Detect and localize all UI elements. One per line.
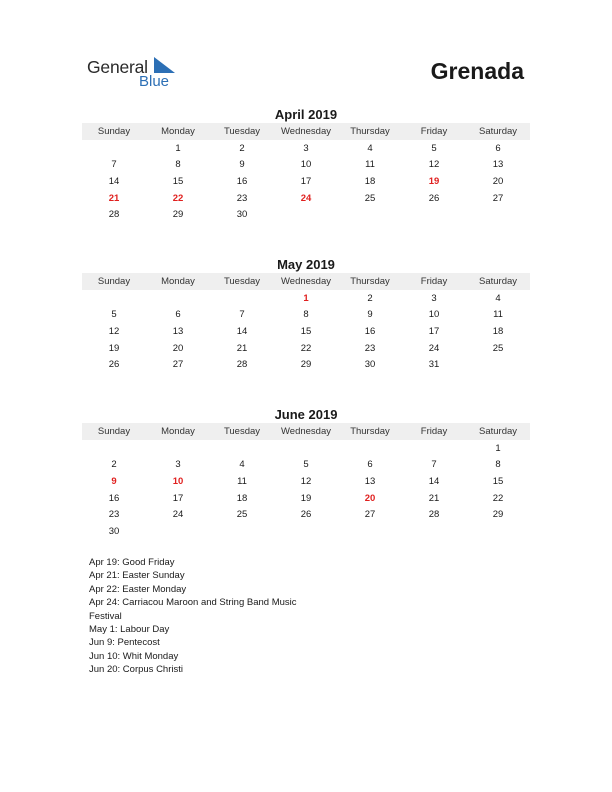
day-cell: 24: [300, 192, 312, 204]
day-cell: 8: [303, 309, 309, 321]
day-cell: 17: [172, 492, 184, 504]
day-cell: 13: [172, 325, 184, 337]
weekday-header: Wednesday: [274, 423, 338, 440]
weekday-header: Saturday: [466, 423, 530, 440]
day-cell: 8: [175, 159, 181, 171]
empty-day-cell: [338, 206, 402, 223]
day-cell: 10: [300, 159, 312, 171]
day-cell: 21: [236, 342, 248, 354]
empty-day-cell: [402, 523, 466, 540]
empty-day-cell: [210, 440, 274, 457]
holiday-note: Jun 9: Pentecost: [89, 637, 160, 649]
empty-day-cell: [274, 206, 338, 223]
weekday-header: Friday: [402, 273, 466, 290]
weekday-header: Thursday: [338, 273, 402, 290]
month-grid: [82, 423, 530, 540]
day-cell: 30: [236, 209, 248, 221]
empty-day-cell: [466, 523, 530, 540]
empty-day-cell: [338, 523, 402, 540]
day-cell: 28: [108, 209, 120, 221]
day-cell: 3: [303, 142, 309, 154]
day-cell: 3: [175, 459, 181, 471]
day-cell: 9: [367, 309, 373, 321]
holiday-note: Jun 20: Corpus Christi: [89, 664, 183, 676]
holiday-note: May 1: Labour Day: [89, 624, 170, 636]
holiday-note: Festival: [89, 610, 122, 622]
week-row: [82, 490, 530, 507]
country-title: Grenada: [430, 58, 524, 84]
day-cell: 10: [172, 475, 184, 487]
generalblue-logo: [87, 57, 187, 93]
day-cell: 9: [111, 475, 117, 487]
day-cell: 7: [431, 459, 437, 471]
day-cell: 2: [239, 142, 245, 154]
empty-day-cell: [82, 440, 146, 457]
day-cell: 23: [236, 192, 248, 204]
day-cell: 6: [175, 309, 181, 321]
day-cell: 27: [492, 192, 504, 204]
month-grid: [82, 123, 530, 223]
day-cell: 29: [300, 359, 312, 371]
holiday-note: Jun 10: Whit Monday: [89, 650, 179, 662]
day-cell: 19: [300, 492, 312, 504]
month-june: [82, 406, 530, 540]
logo-word-general: General: [87, 57, 148, 77]
day-cell: 25: [236, 509, 248, 521]
day-cell: 2: [111, 459, 117, 471]
day-cell: 20: [492, 175, 504, 187]
month-april: [82, 106, 530, 223]
day-cell: 16: [236, 175, 248, 187]
day-cell: 14: [236, 325, 248, 337]
empty-day-cell: [466, 356, 530, 373]
empty-day-cell: [274, 440, 338, 457]
day-cell: 16: [364, 325, 376, 337]
weekday-header: Saturday: [466, 273, 530, 290]
weekday-header: Monday: [146, 123, 210, 140]
month-grid: [82, 273, 530, 373]
day-cell: 26: [428, 192, 440, 204]
day-cell: 1: [495, 442, 501, 454]
weekday-header-row: [82, 273, 530, 290]
month-may: [82, 256, 530, 373]
day-cell: 12: [108, 325, 120, 337]
day-cell: 31: [428, 359, 440, 371]
week-row: [82, 473, 530, 490]
holiday-note: Apr 24: Carriacou Maroon and String Band Music: [89, 597, 297, 609]
week-row: [82, 506, 530, 523]
empty-day-cell: [146, 440, 210, 457]
empty-day-cell: [82, 140, 146, 157]
day-cell: 22: [492, 492, 504, 504]
empty-day-cell: [402, 206, 466, 223]
month-title: June 2019: [274, 407, 338, 422]
day-cell: 4: [239, 459, 245, 471]
day-cell: 18: [492, 325, 504, 337]
day-cell: 23: [364, 342, 376, 354]
day-cell: 29: [492, 509, 504, 521]
day-cell: 14: [108, 175, 120, 187]
day-cell: 27: [172, 359, 184, 371]
week-row: [82, 307, 530, 324]
day-cell: 21: [108, 192, 120, 204]
day-cell: 5: [111, 309, 117, 321]
day-cell: 24: [172, 509, 184, 521]
empty-day-cell: [210, 523, 274, 540]
day-cell: 17: [428, 325, 440, 337]
day-cell: 1: [303, 292, 309, 304]
day-cell: 25: [492, 342, 504, 354]
weekday-header: Friday: [402, 123, 466, 140]
month-title: May 2019: [277, 257, 335, 272]
day-cell: 24: [428, 342, 440, 354]
weekday-header: Tuesday: [210, 123, 274, 140]
day-cell: 5: [303, 459, 309, 471]
empty-day-cell: [466, 206, 530, 223]
day-cell: 3: [431, 292, 437, 304]
weekday-header-row: [82, 123, 530, 140]
empty-day-cell: [146, 523, 210, 540]
day-cell: 14: [428, 475, 440, 487]
day-cell: 25: [364, 192, 376, 204]
day-cell: 11: [237, 475, 247, 487]
day-cell: 6: [367, 459, 373, 471]
day-cell: 17: [300, 175, 312, 187]
day-cell: 22: [300, 342, 312, 354]
week-row: [82, 140, 530, 157]
week-row: [82, 340, 530, 357]
day-cell: 13: [492, 159, 504, 171]
week-row: [82, 523, 530, 540]
day-cell: 27: [364, 509, 376, 521]
day-cell: 18: [236, 492, 248, 504]
week-row: [82, 457, 530, 474]
day-cell: 11: [493, 309, 503, 321]
day-cell: 29: [172, 209, 184, 221]
day-cell: 4: [367, 142, 373, 154]
week-row: [82, 157, 530, 174]
empty-day-cell: [210, 290, 274, 307]
holiday-note: Apr 21: Easter Sunday: [89, 570, 185, 582]
day-cell: 8: [495, 459, 501, 471]
day-cell: 6: [495, 142, 501, 154]
weekday-header: Monday: [146, 423, 210, 440]
week-row: [82, 440, 530, 457]
week-row: [82, 290, 530, 307]
weekday-header-row: [82, 423, 530, 440]
day-cell: 19: [428, 175, 440, 187]
day-cell: 5: [431, 142, 437, 154]
day-cell: 1: [175, 142, 181, 154]
day-cell: 9: [239, 159, 245, 171]
weekday-header: Thursday: [338, 423, 402, 440]
week-row: [82, 356, 530, 373]
week-row: [82, 173, 530, 190]
empty-day-cell: [402, 440, 466, 457]
day-cell: 26: [108, 359, 120, 371]
weekday-header: Friday: [402, 423, 466, 440]
week-row: [82, 190, 530, 207]
day-cell: 26: [300, 509, 312, 521]
day-cell: 23: [108, 509, 120, 521]
day-cell: 12: [300, 475, 312, 487]
empty-day-cell: [338, 440, 402, 457]
weekday-header: Saturday: [466, 123, 530, 140]
weekday-header: Sunday: [82, 273, 146, 290]
day-cell: 28: [236, 359, 248, 371]
week-row: [82, 323, 530, 340]
day-cell: 15: [492, 475, 504, 487]
logo-word-blue: Blue: [139, 73, 170, 90]
month-title: April 2019: [274, 107, 338, 122]
day-cell: 7: [239, 309, 245, 321]
day-cell: 30: [108, 525, 120, 537]
day-cell: 7: [111, 159, 117, 171]
week-row: [82, 206, 530, 223]
day-cell: 28: [428, 509, 440, 521]
weekday-header: Tuesday: [210, 423, 274, 440]
day-cell: 10: [428, 309, 440, 321]
day-cell: 12: [428, 159, 440, 171]
weekday-header: Sunday: [82, 123, 146, 140]
holiday-note: Apr 22: Easter Monday: [89, 583, 187, 595]
day-cell: 22: [172, 192, 184, 204]
logo-triangle-icon: [154, 57, 176, 74]
empty-day-cell: [146, 290, 210, 307]
day-cell: 19: [108, 342, 120, 354]
weekday-header: Tuesday: [210, 273, 274, 290]
weekday-header: Wednesday: [274, 273, 338, 290]
day-cell: 16: [108, 492, 120, 504]
day-cell: 20: [364, 492, 376, 504]
empty-day-cell: [274, 523, 338, 540]
day-cell: 15: [172, 175, 184, 187]
weekday-header: Sunday: [82, 423, 146, 440]
day-cell: 13: [364, 475, 376, 487]
day-cell: 30: [364, 359, 376, 371]
holiday-note: Apr 19: Good Friday: [89, 557, 175, 568]
holiday-notes: [89, 556, 349, 677]
day-cell: 21: [428, 492, 440, 504]
day-cell: 11: [365, 159, 375, 171]
day-cell: 15: [300, 325, 312, 337]
weekday-header: Wednesday: [274, 123, 338, 140]
day-cell: 20: [172, 342, 184, 354]
empty-day-cell: [82, 290, 146, 307]
day-cell: 4: [495, 292, 501, 304]
day-cell: 18: [364, 175, 376, 187]
day-cell: 2: [367, 292, 373, 304]
weekday-header: Monday: [146, 273, 210, 290]
weekday-header: Thursday: [338, 123, 402, 140]
